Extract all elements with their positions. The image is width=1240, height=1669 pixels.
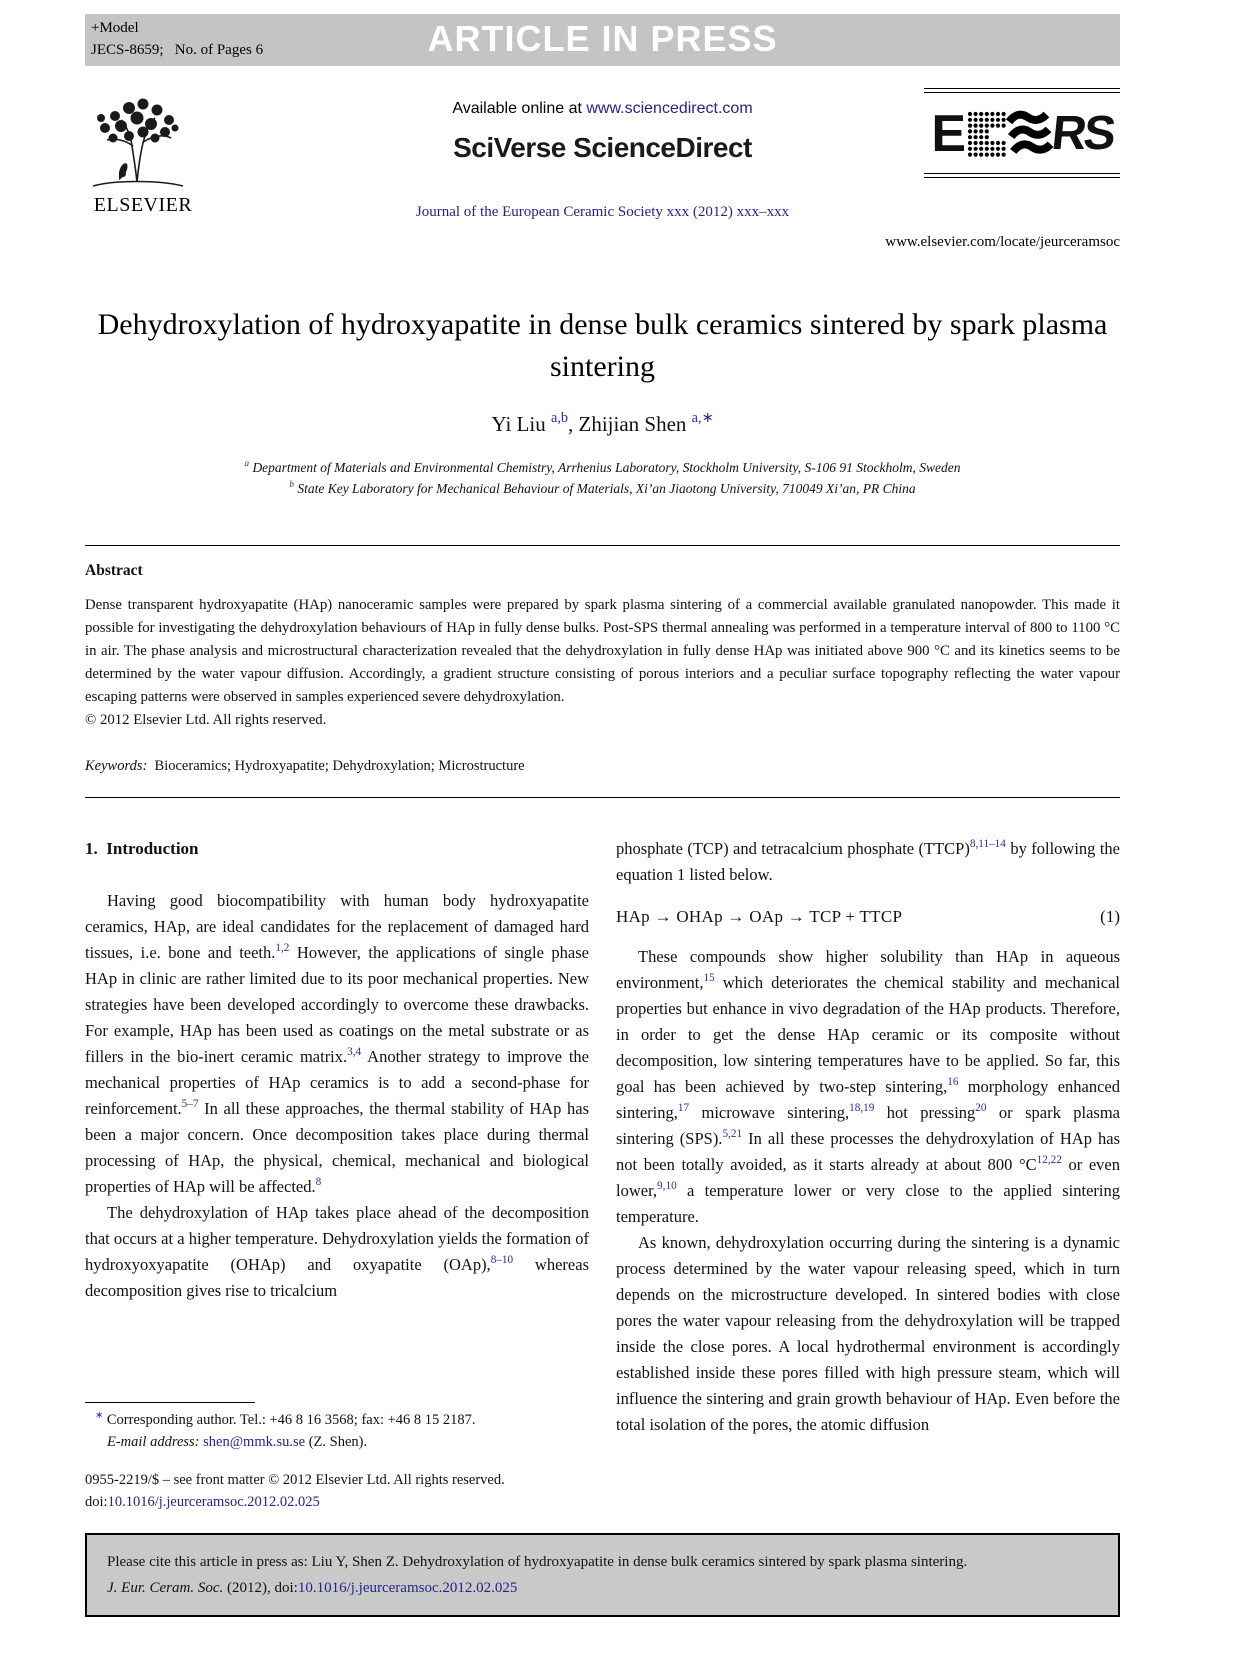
doi-label: doi:	[85, 1494, 108, 1510]
journal-citation-line: Journal of the European Ceramic Society xxx (2012) xxx–xxx	[415, 204, 790, 220]
manuscript-number: JECS-8659; No. of Pages 6	[91, 42, 264, 58]
elsevier-locate-url: www.elsevier.com/locate/jeurceramsoc	[885, 234, 1120, 250]
ecers-letters-rs: RS	[1049, 107, 1116, 160]
equation-number: (1)	[1100, 907, 1120, 926]
article-in-press-title: ARTICLE IN PRESS	[427, 18, 778, 59]
introduction-heading: 1. Introduction	[85, 839, 199, 858]
intro-paragraph-1: Having good biocompatibility with human body hydroxyapatite ceramics, HAp, are ideal candidates for the replacement of damaged hard tissues, i.e. bone and teeth.$^{1,2}$ However, the applications of single phase HAp in clinic are rather limited due to its poor mechanical properties. New strategies have been developed accordingly to overcome these drawbacks. For example, HAp has been used as coatings on the metal substrate or as fillers in the bio-inert ceramic matrix.$^{3,4}$ Another strategy to improve the mechanical properties of HAp ceramics is to add a second-phase for reinforcement.$^{5-7}$ In all these approaches, the thermal stability of HAp has been a major concern. Once decomposition takes place during thermal processing of HAp, the physical, chemical, mechanical and biological properties of HAp will be affected.$^8$	[85, 891, 590, 1196]
email-line	[85, 1431, 589, 1453]
please-cite-box	[85, 1533, 1120, 1617]
equation-1	[616, 904, 1120, 930]
intro-paragraph-2: The dehydroxylation of HAp takes place ahead of the decomposition that occurs at a higher temperature. Dehydroxylation yields the formation of hydroxyoxyapatite (OHAp) and oxyapatite (OAp),$^{8-10}$ whereas decomposition gives rise to tricalcium	[85, 1203, 589, 1300]
right-paragraph-1: These compounds show higher solubility than HAp in aqueous environment,$^{15}$ which deteriorates the chemical stability and mechanical properties but enhance in vivo degradation of the HAp products. Therefore, in order to get the dense HAp ceramic or its composite without decomposition, low sintering temperatures have to be applied. So far, this goal has been achieved by two-step sintering,$^{16}$ morphology enhanced sintering,$^{17}$ microwave sintering,$^{18,19}$ hot pressing$^{20}$ or spark plasma sintering (SPS).$^{5,21}$ In all these processes the dehydroxylation of HAp has not been totally avoided, as it starts already at about 800 °C$^{12,22}$ or even lower,$^{9,10}$ a temperature lower or very close to the applied sintering temperature.	[616, 947, 1120, 1226]
front-matter-block	[85, 1469, 589, 1513]
affiliation-b: $^b$ State Key Laboratory for Mechanical Behaviour of Materials, Xi’an Jiaotong University, 710049 Xi’an, PR China	[289, 479, 916, 496]
abstract-text: Dense transparent hydroxyapatite (HAp) nanoceramic samples were prepared by spark plasma sintering of a commercial available granulated nanopowder. This made it possible for investigating the dehydroxylation behaviours of HAp in fully dense bulks. Post-SPS thermal annealing was performed in a temperature interval of 800 to 1100 °C in air. The phase analysis and microstructural characterization revealed that the dehydroxylation in fully dense HAp was initiated above 900 °C and its kinetics seems to be determined by the water vapour diffusion. Accordingly, a gradient structure consisting of porous interiors and a peculiar surface topography reflecting the water vapour escaping patterns were observed in samples experienced severe dehydroxylation.	[85, 597, 1120, 705]
keywords-label: Keywords:	[85, 758, 148, 774]
right-column	[616, 836, 1120, 1513]
cite-mid: (2012), doi:	[223, 1580, 298, 1596]
available-online-text: Available online at	[452, 100, 587, 117]
doi-line	[85, 1491, 589, 1513]
footnote-rule	[85, 1402, 255, 1403]
elsevier-wordmark: ELSEVIER	[93, 194, 193, 216]
ecers-letter-e: E	[931, 105, 966, 163]
body-columns	[85, 836, 1120, 1513]
copyright-line: © 2012 Elsevier Ltd. All rights reserved.	[85, 712, 327, 728]
cite-line-2	[107, 1575, 1098, 1601]
article-title: Dehydroxylation of hydroxyapatite in dense bulk ceramics sintered by spark plasma sintering	[97, 308, 1108, 383]
article-title-block	[85, 304, 1120, 388]
abstract-heading: Abstract	[85, 562, 143, 579]
ecers-logo-block	[924, 88, 1120, 178]
email-suffix: (Z. Shen).	[305, 1434, 368, 1450]
left-column	[85, 836, 589, 1513]
ecers-dotted-c-icon	[966, 110, 1008, 158]
affiliations	[85, 457, 1120, 499]
top-double-rule	[924, 88, 1120, 93]
issn-line: 0955-2219/$ – see front matter © 2012 Elsevier Ltd. All rights reserved.	[85, 1472, 505, 1488]
ecers-wave-icon	[1005, 106, 1056, 162]
sciencedirect-link[interactable]: www.sciencedirect.com	[586, 100, 753, 117]
email-link[interactable]: shen@mmk.su.se	[203, 1434, 306, 1450]
keywords-values: Bioceramics; Hydroxyapatite; Dehydroxylation; Microstructure	[147, 758, 525, 774]
publisher-header	[85, 94, 1120, 266]
sciverse-sciencedirect-logo: SciVerse ScienceDirect	[453, 132, 752, 163]
email-label: E-mail address:	[107, 1434, 200, 1450]
affiliation-a: $^a$ Department of Materials and Environmental Chemistry, Arrhenius Laboratory, Stockholm University, S-106 91 Stockholm, Sweden	[244, 458, 961, 475]
cite-journal-abbrev: J. Eur. Ceram. Soc.	[107, 1580, 224, 1596]
equation-body: HAp → OHAp → OAp → TCP + TTCP	[616, 907, 903, 926]
model-label: +Model	[91, 20, 139, 36]
corresponding-author-line: ∗ Corresponding author. Tel.: +46 8 16 3568; fax: +46 8 15 2187.	[95, 1409, 476, 1428]
doi-link[interactable]: 10.1016/j.jeurceramsoc.2012.02.025	[107, 1494, 320, 1510]
ecers-logo	[924, 103, 1120, 165]
keywords-line	[85, 758, 1120, 775]
corresponding-author-footnote	[85, 1402, 589, 1453]
cite-line-1: Please cite this article in press as: Liu Y, Shen Z. Dehydroxylation of hydroxyapatite in dense bulk ceramics sintered by spark plasma sintering.	[107, 1554, 968, 1570]
authors-line: Yi Liu $^{a,b}$, Zhijian Shen $^{a,∗}$	[491, 410, 714, 436]
page	[85, 14, 1120, 1617]
right-paragraph-2: As known, dehydroxylation occurring during the sintering is a dynamic process determined by the water vapour releasing speed, which in turn depends on the microstructure developed. In sintered bodies with close pores the water vapour releasing from the dehydroxylation will be trapped inside the close pores. A local hydrothermal environment is accordingly established inside these pores filled with high pressure steam, which will influence the sintering and grain growth behaviour of HAp. Even before the total isolation of the pores, the atomic diffusion	[616, 1233, 1120, 1434]
bottom-double-rule	[924, 173, 1120, 178]
article-in-press-banner	[85, 14, 1120, 66]
abstract-top-rule	[85, 545, 1120, 546]
cite-doi-link[interactable]: 10.1016/j.jeurceramsoc.2012.02.025	[297, 1580, 518, 1596]
right-paragraph-lead: phosphate (TCP) and tetracalcium phosphate (TTCP)$^{8,11-14}$ by following the equation 1 listed below.	[616, 837, 1120, 884]
abstract-bottom-rule	[85, 797, 1120, 798]
